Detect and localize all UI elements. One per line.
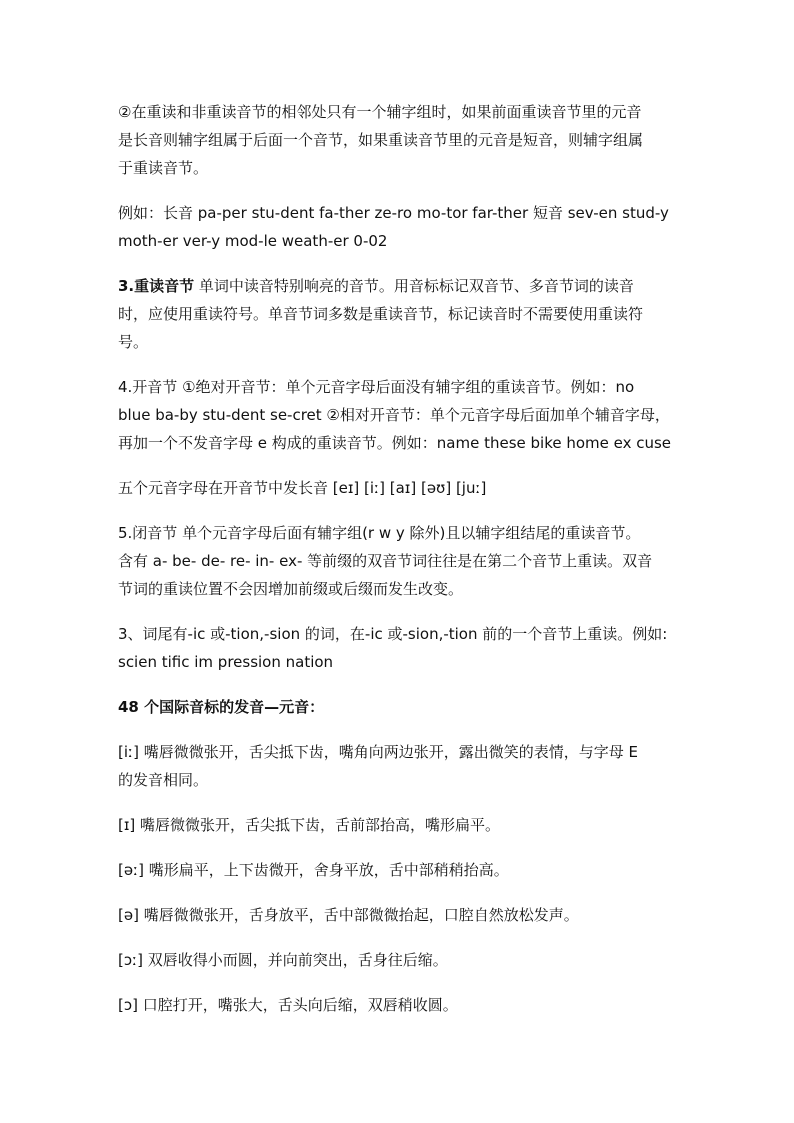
text-line: 的发音相同。 <box>118 771 209 789</box>
section-heading: 3.重读音节 <box>118 277 195 295</box>
document-page <box>118 98 684 1036</box>
text-span: 单词中读音特别响亮的音节。用音标标记双音节、多音节词的读音 <box>194 277 634 295</box>
text-line: 含有 a- be- de- re- in- ex- 等前缀的双音节词往往是在第二个音节上重读。双音 <box>118 552 653 570</box>
paragraph-syllable-division <box>118 98 684 182</box>
text-line: 3、词尾有-ic 或-tion,-sion 的词，在-ic 或-sion,-tion 前的一个音节上重读。例如: <box>118 625 668 643</box>
section-heading: 48 个国际音标的发音—元音： <box>118 698 325 716</box>
text-line: 是长音则辅字组属于后面一个音节，如果重读音节里的元音是短音，则辅字组属 <box>118 131 644 149</box>
text-line: scien tific im pression nation <box>118 653 334 671</box>
paragraph-closed-syllable <box>118 519 684 603</box>
paragraph-examples <box>118 199 684 255</box>
paragraph-vowel-o-long <box>118 946 684 974</box>
text-line: 再加一个不发音字母 e 构成的重读音节。例如：name these bike home ex cuse <box>118 434 672 452</box>
text-line: [ɔ] 口腔打开，嘴张大，舌头向后缩，双唇稍收圆。 <box>118 996 458 1014</box>
text-line: [əː] 嘴形扁平，上下齿微开，舍身平放，舌中部稍稍抬高。 <box>118 861 509 879</box>
text-line: [ɪ] 嘴唇微微张开，舌尖抵下齿，舌前部抬高，嘴形扁平。 <box>118 816 501 834</box>
paragraph-vowel-schwa-long <box>118 856 684 884</box>
text-line: 5.闭音节 单个元音字母后面有辅字组(r w y 除外)且以辅字组结尾的重读音节。 <box>118 524 641 542</box>
text-line: [ə] 嘴唇微微张开，舌身放平，舌中部微微抬起，口腔自然放松发声。 <box>118 906 579 924</box>
text-line: moth-er ver-y mod-le weath-er 0-02 <box>118 232 388 250</box>
paragraph-vowel-o-short <box>118 991 684 1019</box>
text-line: ②在重读和非重读音节的相邻处只有一个辅字组时，如果前面重读音节里的元音 <box>118 103 642 121</box>
text-line: 4.开音节 ①绝对开音节：单个元音字母后面没有辅字组的重读音节。例如：no <box>118 378 635 396</box>
paragraph-stressed-syllable <box>118 272 684 356</box>
text-line: 于重读音节。 <box>118 159 209 177</box>
text-line: blue ba-by stu-dent se-cret ②相对开音节：单个元音字母后面加单个辅音字母， <box>118 406 670 424</box>
text-line: 时，应使用重读符号。单音节词多数是重读音节，标记读音时不需要使用重读符 <box>118 305 644 323</box>
text-line <box>118 272 684 300</box>
text-line: [iː] 嘴唇微微张开，舌尖抵下齿，嘴角向两边张开，露出微笑的表情，与字母 E <box>118 743 638 761</box>
paragraph-vowel-i-long <box>118 738 684 794</box>
paragraph-vowels-heading <box>118 693 684 721</box>
paragraph-open-syllable <box>118 373 684 457</box>
paragraph-vowel-i-short <box>118 811 684 839</box>
paragraph-vowel-schwa <box>118 901 684 929</box>
text-line: 号。 <box>118 333 149 351</box>
text-line: 节词的重读位置不会因增加前缀或后缀而发生改变。 <box>118 580 464 598</box>
paragraph-suffix-stress <box>118 620 684 676</box>
text-line: 五个元音字母在开音节中发长音 [eɪ] [iː] [aɪ] [əʊ] [juː] <box>118 479 487 497</box>
text-line: [ɔː] 双唇收得小而圆，并向前突出，舌身往后缩。 <box>118 951 448 969</box>
paragraph-long-vowels <box>118 474 684 502</box>
text-line: 例如：长音 pa-per stu-dent fa-ther ze-ro mo-tor far-ther 短音 sev-en stud-y <box>118 204 669 222</box>
